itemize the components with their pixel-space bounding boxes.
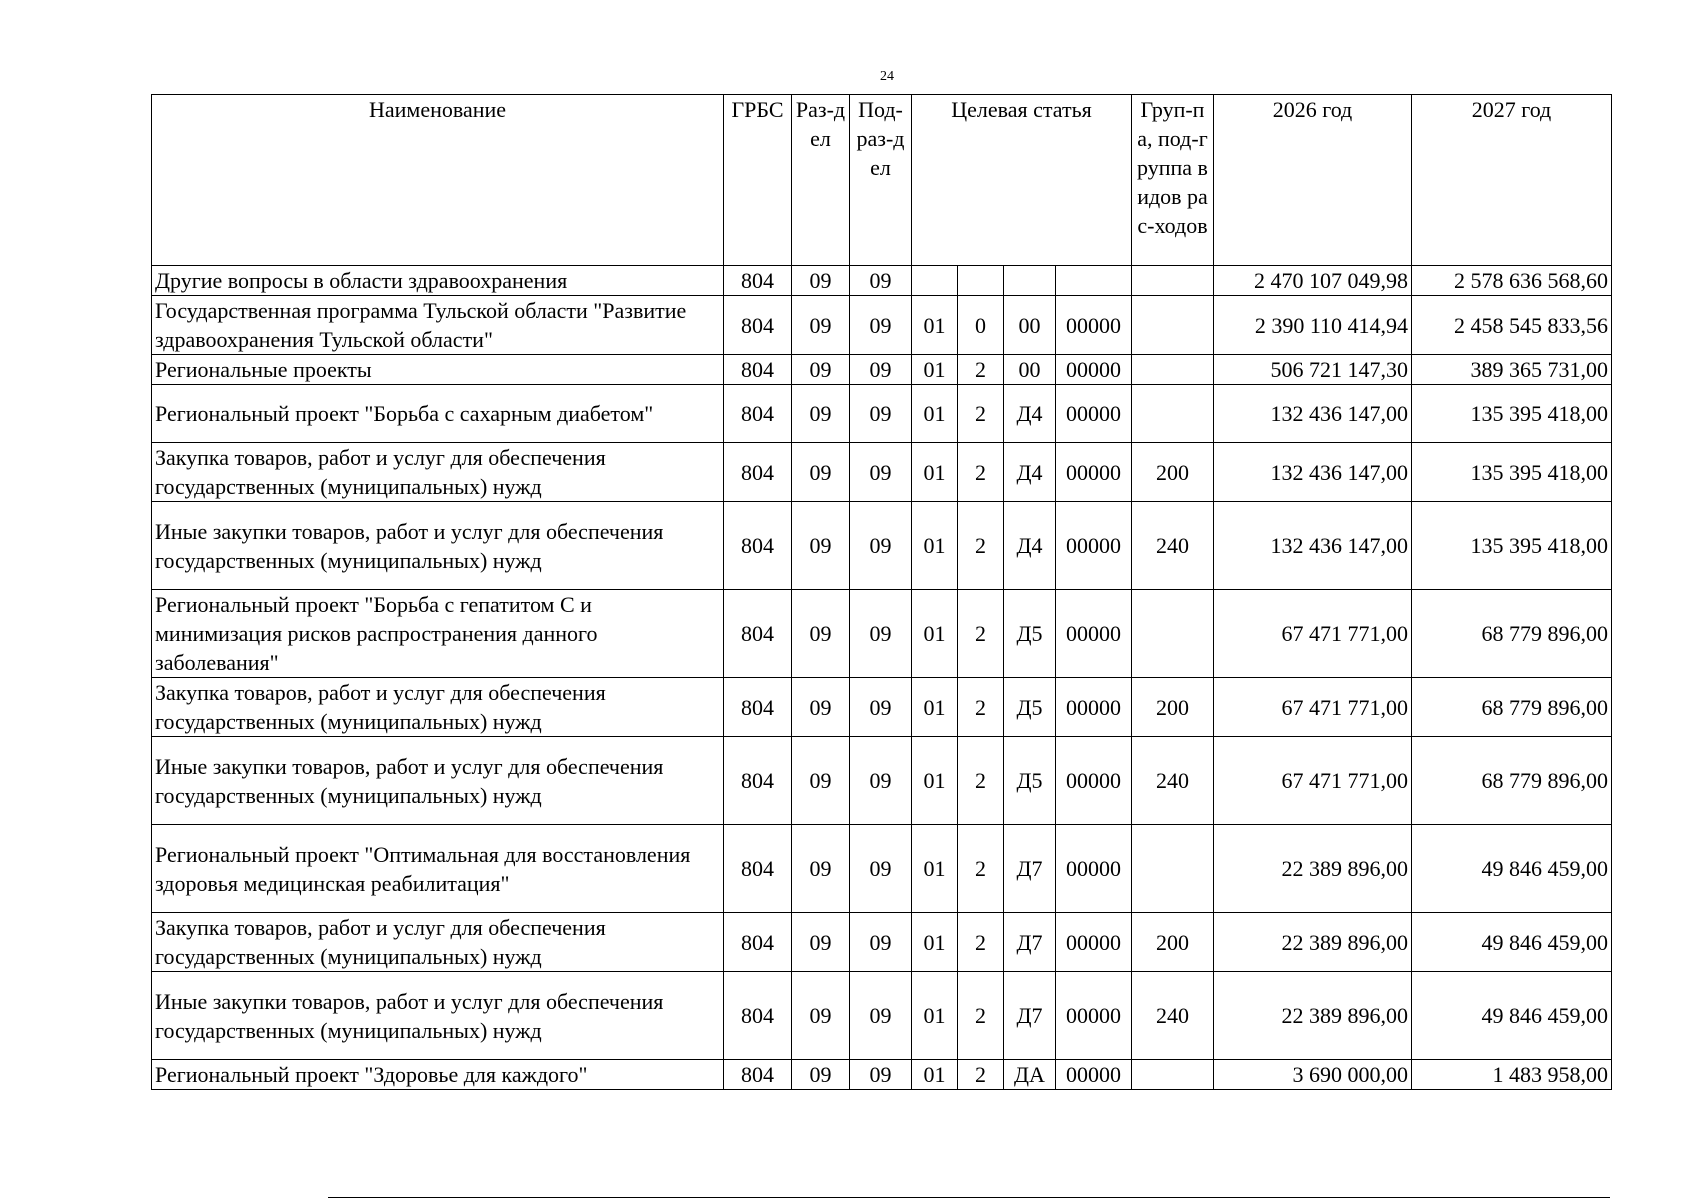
row-expense-group: 240 xyxy=(1132,972,1214,1060)
row-direction: 00000 xyxy=(1056,443,1132,502)
row-subprogram: 2 xyxy=(958,1060,1004,1090)
row-amount-2027: 49 846 459,00 xyxy=(1412,913,1612,972)
row-direction: 00000 xyxy=(1056,737,1132,825)
row-razdel: 09 xyxy=(792,825,850,913)
row-amount-2026: 22 389 896,00 xyxy=(1214,825,1412,913)
row-podrazdel: 09 xyxy=(850,355,912,385)
row-podrazdel: 09 xyxy=(850,385,912,443)
row-direction: 00000 xyxy=(1056,355,1132,385)
row-subprogram: 2 xyxy=(958,825,1004,913)
row-subprogram: 2 xyxy=(958,385,1004,443)
row-grbs: 804 xyxy=(724,1060,792,1090)
row-project: Д7 xyxy=(1004,825,1056,913)
row-razdel: 09 xyxy=(792,972,850,1060)
row-project: 00 xyxy=(1004,296,1056,355)
row-subprogram: 2 xyxy=(958,737,1004,825)
row-direction: 00000 xyxy=(1056,590,1132,678)
row-expense-group xyxy=(1132,590,1214,678)
row-subprogram: 2 xyxy=(958,913,1004,972)
table-row xyxy=(152,355,1612,385)
row-amount-2026: 2 470 107 049,98 xyxy=(1214,266,1412,296)
table-row xyxy=(152,678,1612,737)
row-project: Д5 xyxy=(1004,678,1056,737)
row-name: Региональный проект "Борьба с гепатитом С и минимизация рисков распространения данного заболевания" xyxy=(152,590,724,678)
budget-table xyxy=(151,94,1612,1090)
row-amount-2027: 2 458 545 833,56 xyxy=(1412,296,1612,355)
row-name: Другие вопросы в области здравоохранения xyxy=(152,266,724,296)
table-row xyxy=(152,443,1612,502)
row-name: Региональный проект "Здоровье для каждого" xyxy=(152,1060,724,1090)
row-podrazdel: 09 xyxy=(850,913,912,972)
row-program: 01 xyxy=(912,590,958,678)
row-grbs: 804 xyxy=(724,266,792,296)
row-subprogram: 2 xyxy=(958,502,1004,590)
row-expense-group: 200 xyxy=(1132,443,1214,502)
table-row xyxy=(152,825,1612,913)
row-subprogram: 2 xyxy=(958,678,1004,737)
row-grbs: 804 xyxy=(724,385,792,443)
row-subprogram: 2 xyxy=(958,355,1004,385)
row-amount-2026: 22 389 896,00 xyxy=(1214,972,1412,1060)
row-podrazdel: 09 xyxy=(850,678,912,737)
row-podrazdel: 09 xyxy=(850,825,912,913)
row-program: 01 xyxy=(912,355,958,385)
table-body xyxy=(152,266,1612,1090)
header-expense-group: Груп-па, под-группа видов рас-ходов xyxy=(1132,95,1214,266)
table-row xyxy=(152,502,1612,590)
row-expense-group xyxy=(1132,1060,1214,1090)
header-row xyxy=(152,95,1612,266)
table-row xyxy=(152,266,1612,296)
row-podrazdel: 09 xyxy=(850,443,912,502)
row-name: Региональный проект "Оптимальная для восстановления здоровья медицинская реабилитация" xyxy=(152,825,724,913)
row-amount-2027: 49 846 459,00 xyxy=(1412,972,1612,1060)
row-razdel: 09 xyxy=(792,296,850,355)
row-program: 01 xyxy=(912,385,958,443)
row-name: Государственная программа Тульской области "Развитие здравоохранения Тульской области" xyxy=(152,296,724,355)
row-expense-group xyxy=(1132,385,1214,443)
row-name: Закупка товаров, работ и услуг для обеспечения государственных (муниципальных) нужд xyxy=(152,443,724,502)
row-program: 01 xyxy=(912,678,958,737)
row-grbs: 804 xyxy=(724,972,792,1060)
table-row xyxy=(152,296,1612,355)
header-podrazdel: Под-раз-дел xyxy=(850,95,912,266)
row-name: Иные закупки товаров, работ и услуг для обеспечения государственных (муниципальных) нужд xyxy=(152,737,724,825)
row-podrazdel: 09 xyxy=(850,502,912,590)
row-grbs: 804 xyxy=(724,296,792,355)
header-grbs: ГРБС xyxy=(724,95,792,266)
row-grbs: 804 xyxy=(724,590,792,678)
row-program: 01 xyxy=(912,296,958,355)
table-row xyxy=(152,385,1612,443)
row-program xyxy=(912,266,958,296)
row-amount-2026: 67 471 771,00 xyxy=(1214,737,1412,825)
row-name: Иные закупки товаров, работ и услуг для обеспечения государственных (муниципальных) нужд xyxy=(152,972,724,1060)
row-podrazdel: 09 xyxy=(850,972,912,1060)
row-podrazdel: 09 xyxy=(850,266,912,296)
table-row xyxy=(152,972,1612,1060)
row-expense-group xyxy=(1132,296,1214,355)
row-expense-group: 240 xyxy=(1132,502,1214,590)
row-amount-2027: 68 779 896,00 xyxy=(1412,737,1612,825)
header-2026: 2026 год xyxy=(1214,95,1412,266)
row-direction: 00000 xyxy=(1056,502,1132,590)
row-amount-2027: 2 578 636 568,60 xyxy=(1412,266,1612,296)
row-project: Д7 xyxy=(1004,913,1056,972)
row-direction: 00000 xyxy=(1056,972,1132,1060)
row-direction: 00000 xyxy=(1056,385,1132,443)
row-project: Д5 xyxy=(1004,737,1056,825)
bottom-rule xyxy=(328,1197,1610,1198)
row-razdel: 09 xyxy=(792,443,850,502)
header-2027: 2027 год xyxy=(1412,95,1612,266)
row-amount-2027: 68 779 896,00 xyxy=(1412,678,1612,737)
row-razdel: 09 xyxy=(792,385,850,443)
row-direction: 00000 xyxy=(1056,296,1132,355)
row-amount-2026: 132 436 147,00 xyxy=(1214,443,1412,502)
row-amount-2026: 2 390 110 414,94 xyxy=(1214,296,1412,355)
row-grbs: 804 xyxy=(724,737,792,825)
row-podrazdel: 09 xyxy=(850,737,912,825)
row-razdel: 09 xyxy=(792,266,850,296)
row-razdel: 09 xyxy=(792,502,850,590)
row-expense-group xyxy=(1132,266,1214,296)
row-grbs: 804 xyxy=(724,825,792,913)
table-row xyxy=(152,590,1612,678)
row-program: 01 xyxy=(912,1060,958,1090)
row-subprogram: 2 xyxy=(958,972,1004,1060)
row-amount-2027: 1 483 958,00 xyxy=(1412,1060,1612,1090)
row-grbs: 804 xyxy=(724,502,792,590)
row-project: Д7 xyxy=(1004,972,1056,1060)
table-row xyxy=(152,737,1612,825)
row-program: 01 xyxy=(912,825,958,913)
row-program: 01 xyxy=(912,502,958,590)
row-amount-2027: 135 395 418,00 xyxy=(1412,443,1612,502)
header-razdel: Раз-дел xyxy=(792,95,850,266)
row-podrazdel: 09 xyxy=(850,1060,912,1090)
row-amount-2027: 135 395 418,00 xyxy=(1412,385,1612,443)
table-row xyxy=(152,913,1612,972)
row-project: Д4 xyxy=(1004,385,1056,443)
row-project: ДА xyxy=(1004,1060,1056,1090)
row-amount-2026: 67 471 771,00 xyxy=(1214,590,1412,678)
row-direction: 00000 xyxy=(1056,678,1132,737)
row-amount-2027: 68 779 896,00 xyxy=(1412,590,1612,678)
row-amount-2027: 49 846 459,00 xyxy=(1412,825,1612,913)
row-project: Д5 xyxy=(1004,590,1056,678)
row-razdel: 09 xyxy=(792,1060,850,1090)
row-name: Региональный проект "Борьба с сахарным диабетом" xyxy=(152,385,724,443)
row-razdel: 09 xyxy=(792,590,850,678)
row-direction xyxy=(1056,266,1132,296)
row-project: Д4 xyxy=(1004,443,1056,502)
row-project: Д4 xyxy=(1004,502,1056,590)
row-expense-group: 240 xyxy=(1132,737,1214,825)
row-amount-2026: 132 436 147,00 xyxy=(1214,385,1412,443)
row-project xyxy=(1004,266,1056,296)
row-amount-2026: 132 436 147,00 xyxy=(1214,502,1412,590)
row-expense-group: 200 xyxy=(1132,678,1214,737)
row-program: 01 xyxy=(912,972,958,1060)
row-direction: 00000 xyxy=(1056,913,1132,972)
header-target-article: Целевая статья xyxy=(912,95,1132,266)
row-podrazdel: 09 xyxy=(850,296,912,355)
row-razdel: 09 xyxy=(792,737,850,825)
row-expense-group xyxy=(1132,355,1214,385)
row-amount-2026: 67 471 771,00 xyxy=(1214,678,1412,737)
row-program: 01 xyxy=(912,913,958,972)
row-razdel: 09 xyxy=(792,913,850,972)
row-project: 00 xyxy=(1004,355,1056,385)
row-name: Региональные проекты xyxy=(152,355,724,385)
row-grbs: 804 xyxy=(724,443,792,502)
row-grbs: 804 xyxy=(724,913,792,972)
row-name: Закупка товаров, работ и услуг для обеспечения государственных (муниципальных) нужд xyxy=(152,678,724,737)
row-subprogram: 0 xyxy=(958,296,1004,355)
row-expense-group: 200 xyxy=(1132,913,1214,972)
row-amount-2026: 3 690 000,00 xyxy=(1214,1060,1412,1090)
row-amount-2027: 389 365 731,00 xyxy=(1412,355,1612,385)
row-program: 01 xyxy=(912,443,958,502)
row-name: Иные закупки товаров, работ и услуг для обеспечения государственных (муниципальных) нужд xyxy=(152,502,724,590)
page-number: 24 xyxy=(880,69,894,84)
header-name: Наименование xyxy=(152,95,724,266)
row-direction: 00000 xyxy=(1056,1060,1132,1090)
table-row xyxy=(152,1060,1612,1090)
row-amount-2027: 135 395 418,00 xyxy=(1412,502,1612,590)
row-razdel: 09 xyxy=(792,355,850,385)
row-name: Закупка товаров, работ и услуг для обеспечения государственных (муниципальных) нужд xyxy=(152,913,724,972)
row-razdel: 09 xyxy=(792,678,850,737)
row-program: 01 xyxy=(912,737,958,825)
row-subprogram: 2 xyxy=(958,590,1004,678)
row-expense-group xyxy=(1132,825,1214,913)
row-podrazdel: 09 xyxy=(850,590,912,678)
row-amount-2026: 22 389 896,00 xyxy=(1214,913,1412,972)
row-grbs: 804 xyxy=(724,355,792,385)
row-amount-2026: 506 721 147,30 xyxy=(1214,355,1412,385)
row-subprogram: 2 xyxy=(958,443,1004,502)
row-grbs: 804 xyxy=(724,678,792,737)
row-direction: 00000 xyxy=(1056,825,1132,913)
row-subprogram xyxy=(958,266,1004,296)
